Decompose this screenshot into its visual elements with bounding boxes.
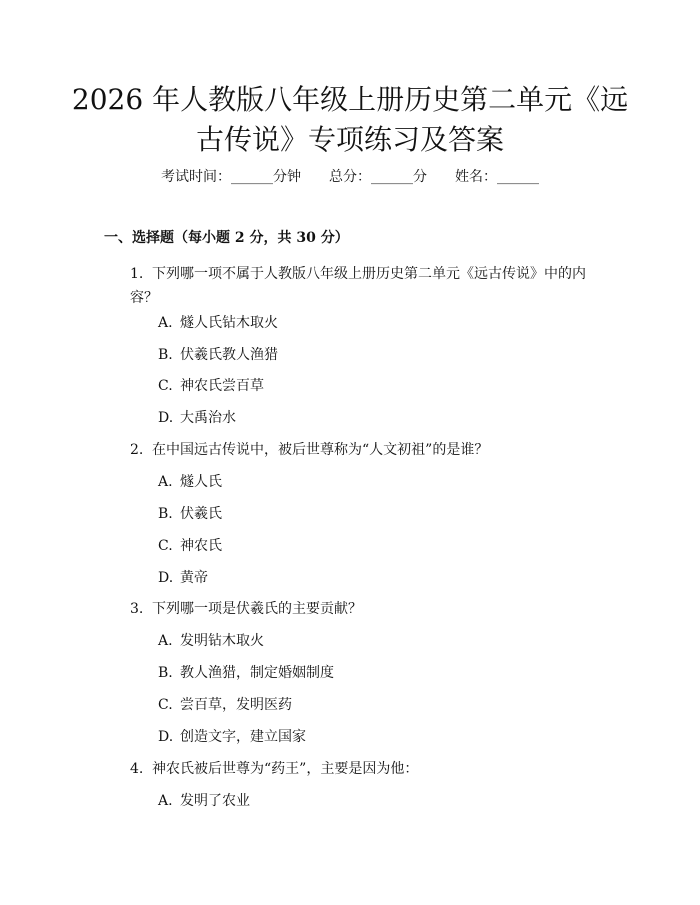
option-letter: A. — [158, 315, 173, 331]
option-letter: D. — [158, 410, 174, 426]
option-1d — [158, 408, 236, 428]
option-1c — [158, 376, 264, 396]
question-4 — [130, 757, 600, 781]
question-3 — [130, 597, 600, 621]
title-line-1: 2026 年人教版八年级上册历史第二单元《远 — [71, 83, 629, 116]
option-letter: C. — [158, 697, 173, 713]
option-letter: A. — [158, 474, 173, 490]
option-letter: B. — [158, 347, 173, 363]
exam-score: 总分：______分 — [329, 169, 427, 185]
title-line-2: 古传说》专项练习及答案 — [195, 123, 504, 156]
option-text: 教人渔猎，制定婚姻制度 — [180, 665, 334, 681]
option-letter: C. — [158, 538, 173, 554]
question-text: 神农氏被后世尊为“药王”，主要是因为他： — [152, 761, 419, 777]
option-text: 神农氏尝百草 — [180, 378, 264, 394]
option-text: 神农氏 — [180, 538, 222, 554]
option-letter: B. — [158, 506, 173, 522]
option-letter: D. — [158, 570, 174, 586]
option-text: 燧人氏 — [180, 474, 222, 490]
option-letter: A. — [158, 793, 173, 809]
option-letter: B. — [158, 665, 173, 681]
option-text: 尝百草，发明医药 — [180, 697, 292, 713]
exam-time: 考试时间：______分钟 — [161, 169, 301, 185]
exam-meta — [0, 167, 700, 187]
option-text: 燧人氏钻木取火 — [180, 315, 278, 331]
option-3c — [158, 695, 292, 715]
question-number: 3. — [130, 601, 144, 617]
option-4a — [158, 791, 250, 811]
option-letter: D. — [158, 729, 174, 745]
section-heading: 一、选择题（每小题 2 分，共 30 分） — [104, 230, 349, 246]
option-3d — [158, 727, 306, 747]
question-number: 4. — [130, 761, 144, 777]
question-2 — [130, 438, 600, 462]
question-text: 下列哪一项是伏羲氏的主要贡献？ — [152, 601, 362, 617]
question-number: 2. — [130, 442, 144, 458]
option-3b — [158, 663, 334, 683]
option-text: 伏羲氏 — [180, 506, 222, 522]
option-text: 发明钻木取火 — [180, 633, 264, 649]
option-3a — [158, 631, 264, 651]
option-2b — [158, 504, 222, 524]
exam-name: 姓名：______ — [455, 169, 539, 185]
question-text: 下列哪一项不属于人教版八年级上册历史第二单元《远古传说》中的内容？ — [130, 266, 586, 306]
option-2c — [158, 536, 222, 556]
option-letter: C. — [158, 378, 173, 394]
option-text: 黄帝 — [180, 570, 208, 586]
option-letter: A. — [158, 633, 173, 649]
option-text: 创造文字，建立国家 — [180, 729, 306, 745]
question-1 — [130, 262, 600, 310]
option-2a — [158, 472, 222, 492]
option-2d — [158, 568, 208, 588]
option-1b — [158, 345, 278, 365]
page-title — [0, 80, 700, 160]
option-text: 大禹治水 — [180, 410, 236, 426]
option-1a — [158, 313, 278, 333]
question-text: 在中国远古传说中，被后世尊称为“人文初祖”的是谁？ — [152, 442, 489, 458]
question-number: 1. — [130, 266, 144, 282]
option-text: 发明了农业 — [180, 793, 250, 809]
option-text: 伏羲氏教人渔猎 — [180, 347, 278, 363]
